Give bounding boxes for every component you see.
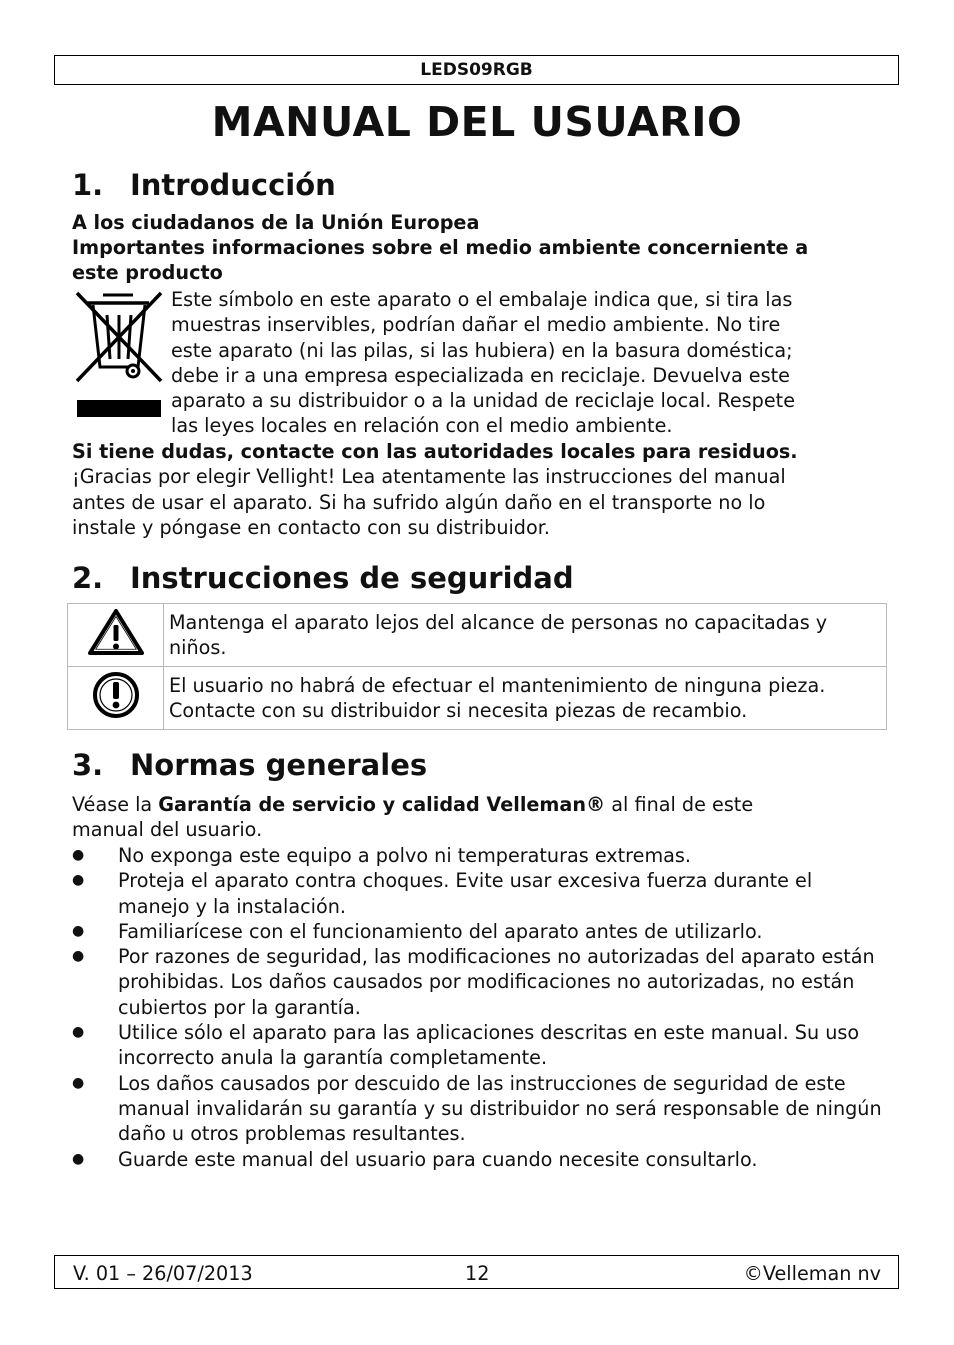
bullet-icon: ● [72,847,85,863]
section-title: Introducción [130,168,336,202]
list-item [72,843,887,868]
thanks-line-1: ¡Gracias por elegir Vellight! Lea atentamente las instrucciones del manual [72,465,786,488]
list-item-text: Utilice sólo el aparato para las aplicaciones descritas en este manual. Su uso incorrecto anula la garantía completamente. [118,1021,860,1070]
section-heading-introduccion [72,168,336,202]
warning-triangle-icon [87,608,145,656]
weee-line-6: las leyes locales en relación con el medio ambiente. [171,414,673,437]
weee-line-3: este aparato (ni las pilas, si las hubiera) en la basura doméstica; [171,339,793,362]
section-number: 1. [72,168,104,202]
weee-line-5: aparato a su distribuidor o a la unidad de reciclaje local. Respete [171,389,795,412]
bullet-icon: ● [72,922,85,939]
model-header [54,55,899,85]
model-number: LEDS09RGB [420,60,533,80]
version-date: V. 01 – 26/07/2013 [73,1262,253,1285]
section-heading-normas [72,748,427,782]
thanks-line-2: antes de usar el aparato. Si ha sufrido algún daño en el transporte no lo [72,491,766,514]
safety-row [68,666,887,729]
safety-text-cell: Mantenga el aparato lejos del alcance de personas no capacitadas y niños. [164,604,887,667]
list-item [72,1147,887,1172]
list-item-text: Los daños causados por descuido de las instrucciones de seguridad de este manual invalidarán su garantía y su distribuidor no será responsable de ningún daño u otros problemas resultantes. [118,1071,882,1146]
list-item-text: No exponga este equipo a polvo ni temperaturas extremas. [118,844,691,867]
safety-table [67,603,887,730]
bullet-icon: ● [72,1074,85,1091]
bullet-icon: ● [72,1024,85,1041]
doubts-notice: Si tiene dudas, contacte con las autoridades locales para residuos. [72,440,798,463]
weee-line-2: muestras inservibles, podrían dañar el medio ambiente. No tire [171,313,781,336]
warranty-prefix: Véase la [72,793,159,816]
weee-crossed-bin-icon [73,289,165,419]
list-item [72,1071,887,1147]
list-item-text: Por razones de seguridad, las modificaciones no autorizadas del aparato están prohibidas. Los daños causados por modificaciones no autorizadas, no están cubiertos por la garantía. [118,945,875,1019]
thanks-line-3: instale y póngase en contacto con su distribuidor. [72,516,550,539]
warranty-reference [72,792,753,817]
list-item [72,1020,887,1071]
eu-citizens-heading: A los ciudadanos de la Unión Europea [72,211,480,234]
safety-row [68,604,887,667]
environment-heading-line1: Importantes informaciones sobre el medio ambiente concerniente a [72,236,809,259]
section-number: 3. [72,748,104,782]
safety-icon-cell [68,666,164,729]
page-title: MANUAL DEL USUARIO [211,98,743,146]
section-number: 2. [72,561,104,595]
warranty-reference-line2: manual del usuario. [72,818,263,841]
section-title: Normas generales [130,748,428,782]
bullet-icon: ● [72,872,85,889]
page-number: 12 [465,1262,490,1285]
safety-text-cell: El usuario no habrá de efectuar el mantenimiento de ninguna pieza. Contacte con su distribuidor si necesita piezas de recambio. [164,666,887,729]
exclamation-circle-icon [91,670,141,720]
weee-line-4: debe ir a una empresa especializada en reciclaje. Devuelva este [171,364,790,387]
bullet-icon: ● [72,1150,85,1167]
bullet-icon: ● [72,948,85,965]
weee-line-1: Este símbolo en este aparato o el embalaje indica que, si tira las [171,288,793,311]
general-rules-list [72,843,887,1172]
list-item [72,868,887,919]
list-item-text: Guarde este manual del usuario para cuando necesite consultarlo. [118,1147,758,1171]
section-heading-seguridad [72,561,574,595]
safety-icon-cell [68,604,164,667]
list-item [72,919,887,944]
list-item-text: Proteja el aparato contra choques. Evite usar excesiva fuerza durante el manejo y la instalación. [118,869,813,918]
list-item [72,944,887,1020]
list-item-text: Familiarícese con el funcionamiento del aparato antes de utilizarlo. [118,919,763,943]
warranty-suffix: al final de este [605,793,754,816]
copyright: ©Velleman nv [743,1262,881,1285]
environment-heading-line2: este producto [72,261,223,284]
page-footer [54,1255,899,1289]
warranty-name: Garantía de servicio y calidad Velleman® [158,793,606,816]
section-title: Instrucciones de seguridad [130,561,574,595]
